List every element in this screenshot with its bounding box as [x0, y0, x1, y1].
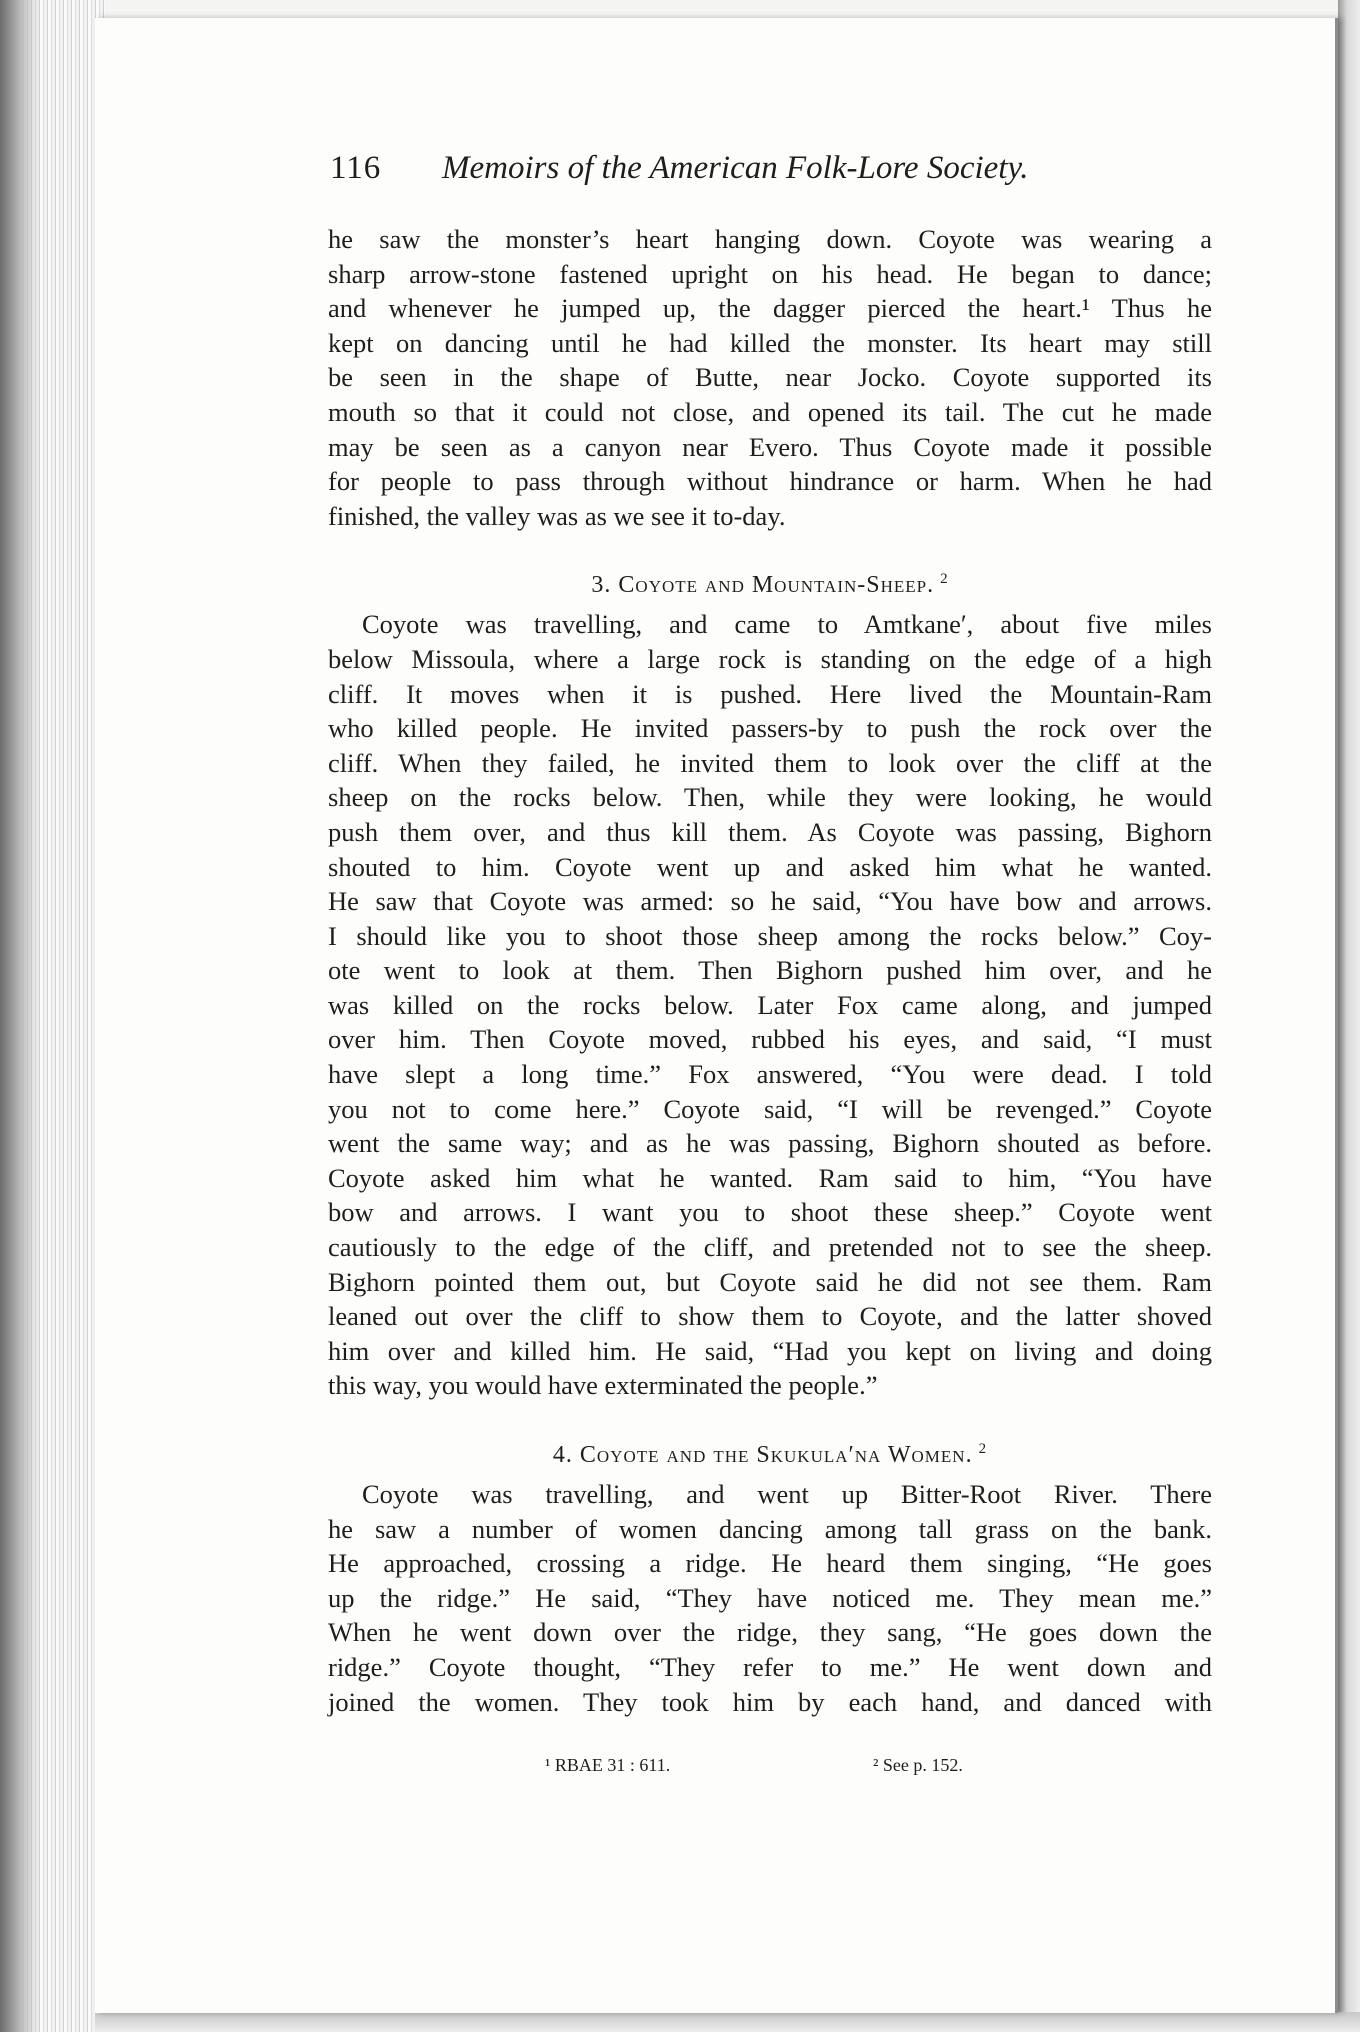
text-line: push them over, and thus kill them. As Coyote was passing, Bighorn [328, 816, 1212, 847]
text-line: I should like you to shoot those sheep among the rocks below.” Coy- [328, 920, 1212, 951]
text-line: joined the women. They took him by each hand, and danced with [328, 1686, 1212, 1717]
text-line: Bighorn pointed them out, but Coyote said he did not see them. Ram [328, 1266, 1212, 1297]
text-line: may be seen as a canyon near Evero. Thus Coyote made it possible [328, 431, 1212, 462]
book-bottom-edge [95, 2012, 1360, 2032]
text-line: cautiously to the edge of the cliff, and pretended not to see the sheep. [328, 1232, 1212, 1263]
paragraph-mountain-sheep [328, 607, 1212, 1403]
section-heading-4 [328, 1423, 1212, 1475]
page-number: 116 [330, 150, 382, 186]
text-line: He saw that Coyote was armed: so he said, “You have bow and arrows. [328, 886, 1212, 917]
running-title: Memoirs of the American Folk-Lore Society. [442, 150, 1029, 186]
footnotes [545, 1755, 1065, 1785]
text-line: cliff. It moves when it is pushed. Here lived the Mountain-Ram [328, 678, 1212, 709]
book-right-edge [1338, 0, 1360, 2032]
page-body [328, 222, 1212, 1719]
section-heading-3-footnote-mark: 2 [940, 571, 949, 588]
text-line: who killed people. He invited passers-by to push the rock over the [328, 713, 1212, 744]
text-line: When he went down over the ridge, they sang, “He goes down the [328, 1617, 1212, 1648]
text-line: shouted to him. Coyote went up and asked him what he wanted. [328, 851, 1212, 882]
text-line: below Missoula, where a large rock is standing on the edge of a high [328, 643, 1212, 674]
section-heading-4-text: 4. Coyote and the Skukula′na Women. [552, 1442, 973, 1468]
text-line: bow and arrows. I want you to shoot these sheep.” Coyote went [328, 1197, 1212, 1228]
footnote-1: ¹ RBAE 31 : 611. [545, 1755, 671, 1775]
text-line: he saw a number of women dancing among tall grass on the bank. [328, 1513, 1212, 1544]
text-line: over him. Then Coyote moved, rubbed his eyes, and said, “I must [328, 1024, 1212, 1055]
text-line: sharp arrow-stone fastened upright on his head. He began to dance; [328, 258, 1212, 289]
text-line: have slept a long time.” Fox answered, “You were dead. I told [328, 1059, 1212, 1090]
text-line: up the ridge.” He said, “They have noticed me. They mean me.” [328, 1582, 1212, 1613]
paragraph-skukulana-women [328, 1477, 1212, 1719]
section-heading-3-text: 3. Coyote and Mountain-Sheep. [591, 572, 935, 599]
section-heading-3 [328, 553, 1212, 605]
text-line: leaned out over the cliff to show them to Coyote, and the latter shoved [328, 1301, 1212, 1332]
text-line: this way, you would have exterminated the people.” [328, 1370, 878, 1401]
text-line: finished, the valley was as we see it to-day. [328, 500, 786, 531]
paragraph-monster-ending [328, 222, 1212, 533]
binding-shadow [0, 0, 40, 2032]
text-line: went the same way; and as he was passing, Bighorn shouted as before. [328, 1128, 1212, 1159]
text-line: Coyote was travelling, and went up Bitter-Root River. There [362, 1479, 1212, 1509]
text-line: was killed on the rocks below. Later Fox came along, and jumped [328, 989, 1212, 1020]
text-line: be seen in the shape of Butte, near Jocko. Coyote supported its [328, 362, 1212, 393]
section-heading-4-footnote-mark: 2 [978, 1441, 988, 1457]
text-line: for people to pass through without hindrance or harm. When he had [328, 466, 1212, 497]
text-line: ote went to look at them. Then Bighorn pushed him over, and he [328, 955, 1212, 986]
text-line: He approached, crossing a ridge. He heard them singing, “He goes [328, 1548, 1212, 1579]
text-line: ridge.” Coyote thought, “They refer to me.” He went down and [328, 1651, 1212, 1682]
text-line: Coyote was travelling, and came to Amtkane′, about five miles [362, 609, 1212, 640]
footnote-2: ² See p. 152. [873, 1755, 963, 1775]
text-line: Coyote asked him what he wanted. Ram said to him, “You have [328, 1162, 1212, 1193]
text-line: and whenever he jumped up, the dagger pierced the heart.¹ Thus he [328, 293, 1212, 324]
page-header [330, 150, 1210, 200]
text-line: he saw the monster’s heart hanging down. Coyote was wearing a [328, 224, 1212, 254]
text-line: you not to come here.” Coyote said, “I will be revenged.” Coyote [328, 1093, 1212, 1124]
text-line: him over and killed him. He said, “Had you kept on living and doing [328, 1335, 1212, 1366]
text-line: cliff. When they failed, he invited them to look over the cliff at the [328, 747, 1212, 778]
text-line: mouth so that it could not close, and opened its tail. The cut he made [328, 396, 1212, 427]
text-line: kept on dancing until he had killed the monster. Its heart may still [328, 327, 1212, 358]
text-line: sheep on the rocks below. Then, while they were looking, he would [328, 782, 1212, 813]
